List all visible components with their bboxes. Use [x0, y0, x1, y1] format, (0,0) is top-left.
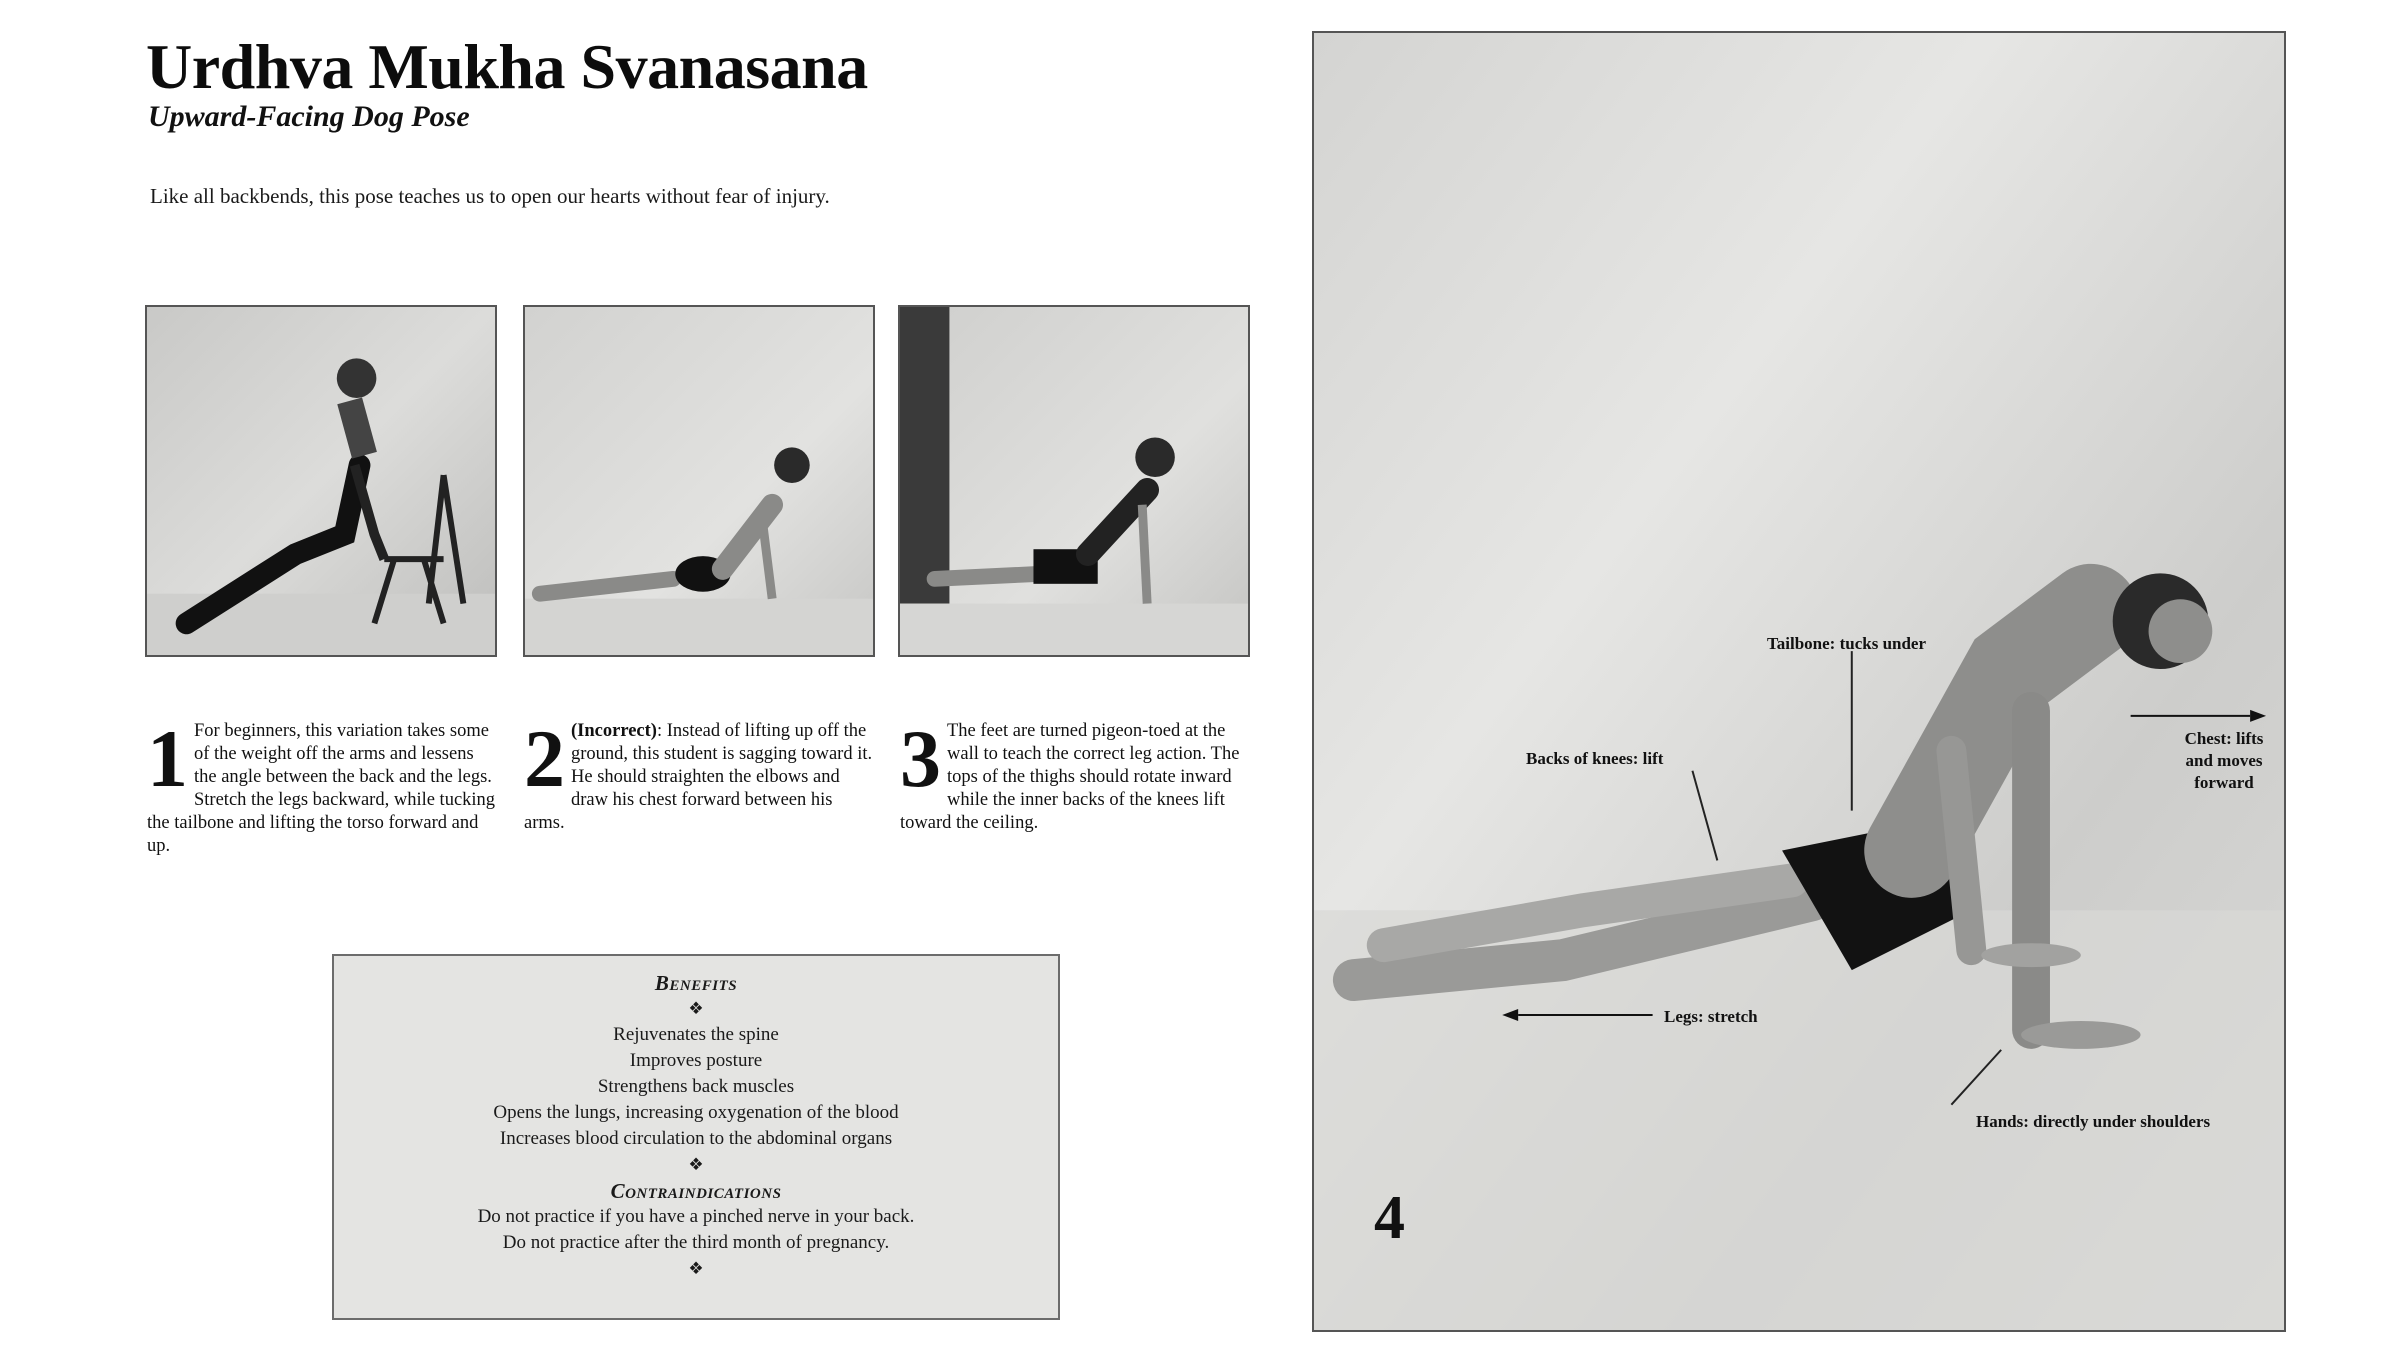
- ornament-icon: ❖: [688, 1259, 704, 1278]
- step-text: : Instead of lifting up off the ground, this student is sagging toward it. He should straighten the elbows and draw his chest forward between his arms.: [524, 721, 873, 833]
- ornament-icon: ❖: [688, 1155, 704, 1174]
- step-number: 1: [147, 713, 188, 804]
- contraindication-item: Do not practice if you have a pinched nerve in your back.: [477, 1206, 915, 1227]
- benefits-heading: Benefits: [654, 971, 738, 995]
- label-tailbone: Tailbone: tucks under: [1767, 634, 1927, 653]
- main-pose-photo: [1312, 31, 2286, 1332]
- step-lead: (Incorrect): [571, 721, 657, 741]
- photo-chair-variation: [145, 305, 497, 657]
- step-text: For beginners, this variation takes some of the weight off the arms and lessens the angle between the back and the legs. Stretch the legs backward, while tucking the tailbone and lifting the torso forward and up.: [147, 721, 496, 856]
- page-title: Urdhva Mukha Svanasana: [146, 31, 868, 102]
- contraindication-item: Do not practice after the third month of pregnancy.: [502, 1232, 890, 1253]
- step-number: 2: [524, 713, 565, 804]
- benefit-item: Improves posture: [629, 1050, 763, 1071]
- intro-text: Like all backbends, this pose teaches us to open our hearts without fear of injury.: [150, 184, 830, 208]
- photo-wall-variation: [898, 305, 1250, 657]
- contraindications-heading: Contraindications: [610, 1179, 782, 1203]
- step-number: 3: [900, 713, 941, 804]
- photo-number: 4: [1374, 1184, 1405, 1252]
- benefit-item: Opens the lungs, increasing oxygenation of the blood: [493, 1102, 899, 1123]
- label-hands: Hands: directly under shoulders: [1976, 1112, 2211, 1131]
- ornament-icon: ❖: [688, 999, 704, 1018]
- benefit-item: Strengthens back muscles: [597, 1076, 795, 1097]
- label-legs: Legs: stretch: [1664, 1007, 1758, 1026]
- step-1-caption: [147, 713, 497, 858]
- page-subtitle: Upward-Facing Dog Pose: [148, 100, 470, 133]
- label-knees: Backs of knees: lift: [1526, 749, 1664, 768]
- label-chest: Chest: lifts and moves forward: [2184, 729, 2264, 792]
- photo-incorrect-pose: [523, 305, 875, 657]
- step-text: The feet are turned pigeon-toed at the wall to teach the correct leg action. The tops of the thighs should rotate inward while the inner backs of the knees lift toward the ceiling.: [900, 721, 1240, 833]
- step-3-caption: [900, 713, 1250, 835]
- benefits-box: [332, 954, 1060, 1320]
- benefit-item: Rejuvenates the spine: [613, 1024, 779, 1045]
- benefit-item: Increases blood circulation to the abdominal organs: [499, 1128, 893, 1149]
- step-2-caption: [524, 713, 874, 835]
